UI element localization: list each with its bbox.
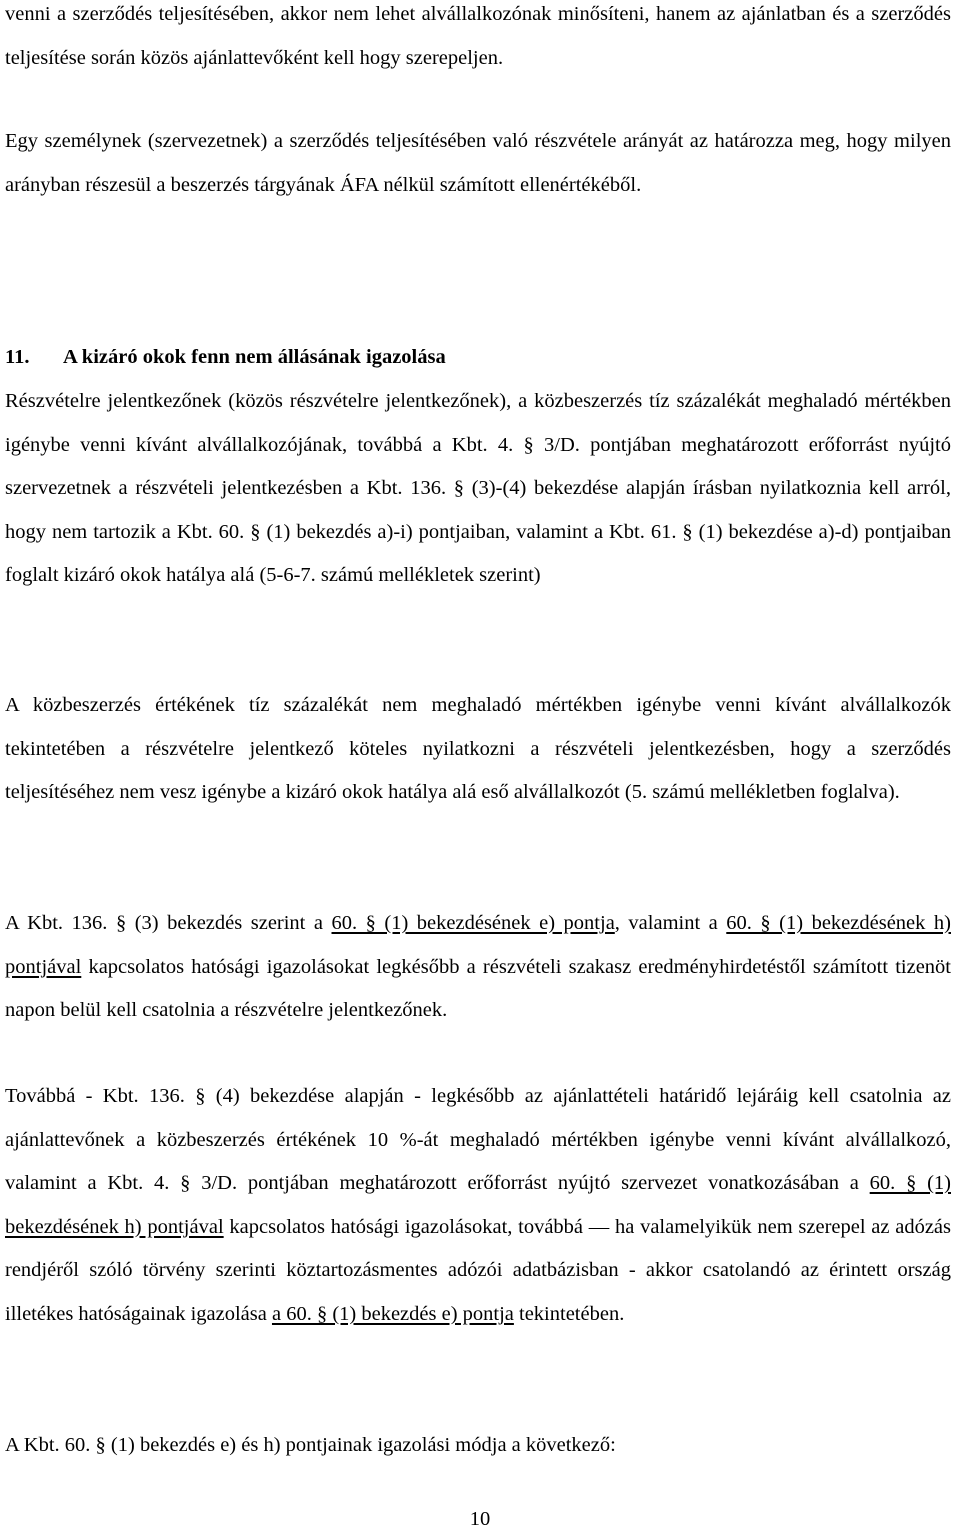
legal-reference: 60. § (1) bekezdésének e) pontja — [331, 912, 615, 934]
paragraph-declaration: Részvételre jelentkezőnek (közös részvételre jelentkezőnek), a közbeszerzés tíz százalékát meghaladó mértékben igénybe venni kívánt alvállalkozójának, továbbá a Kbt. 4. § 3/D. pontjában meghatározott erőforrást nyújtó szervezetnek a részvételi jelentkezésben a Kbt. 136. § (3)-(4) bekezdése alapján írásban nyilatkoznia kell arról, hogy nem tartozik a Kbt. 60. § (1) bekezdés a)-i) pontjaiban, valamint a Kbt. 61. § (1) bekezdése a)-d) pontjaiban foglalt kizáró okok hatálya alá (5-6-7. számú mellékletek szerint) — [5, 390, 951, 587]
paragraph-participation-ratio: Egy személynek (szervezetnek) a szerződés teljesítésében való részvétele arányát az határozza meg, hogy milyen arányban részesül a beszerzés tárgyának ÁFA nélkül számított ellenértékéből. — [5, 130, 951, 196]
section-heading — [5, 336, 951, 380]
text-fragment: kapcsolatos hatósági igazolásokat legkésőbb a részvételi szakasz eredményhirdetéstől számított tizenöt napon belül kell csatolnia a részvételre jelentkezőnek. — [5, 955, 951, 1022]
paragraph-verification-method: A Kbt. 60. § (1) bekezdés e) és h) pontjainak igazolási módja a következő: — [5, 1434, 616, 1456]
text-fragment: Továbbá - Kbt. 136. § (4) bekezdése alapján - legkésőbb az ajánlattételi határidő lejáráig kell csatolnia az ajánlattevőnek a közbeszerzés értékének 10 %-át meghaladó mértékben igénybe venni kívánt alvállalkozó, valamint a Kbt. 4. § 3/D. pontjában meghatározott erőforrást nyújtó szervezet vonatkozásában a — [5, 1085, 951, 1195]
legal-reference: a 60. § (1) bekezdés e) pontja — [271, 1302, 514, 1325]
legal-reference: 60. § (1) bekezdésének h) pontjával — [5, 1172, 951, 1238]
text-fragment: , valamint a — [614, 912, 727, 934]
paragraph-further-requirements — [5, 1075, 951, 1337]
paragraph-subcontractors: A közbeszerzés értékének tíz százalékát nem meghaladó mértékben igénybe venni kívánt alvállalkozók tekintetében a részvételre jelentkező köteles nyilatkozni a részvételi jelentkezésben, hogy a szerződés teljesítéséhez nem vesz igénybe a kizáró okok hatálya alá eső alvállalkozót (5. számú mellékletben foglalva). — [5, 694, 951, 804]
text-fragment: tekintetében. — [513, 1302, 625, 1325]
legal-reference: 60. § (1) bekezdésének h) pontjával — [5, 912, 951, 978]
section-number: 11. — [5, 346, 30, 368]
text-fragment: kapcsolatos hatósági igazolásokat, továbbá — ha valamelyikük nem szerepel az adózás rendjéről szóló törvény szerinti köztartozásmentes adózói adatbázisban - akkor csatolandó az érintett ország illetékes hatóságainak igazolása — [5, 1215, 951, 1325]
paragraph-authority-certificates — [5, 902, 951, 1033]
paragraph-continuation: venni a szerződés teljesítésében, akkor nem lehet alvállalkozónak minősíteni, hanem az ajánlatban és a szerződés teljesítése során közös ajánlattevőként kell hogy szerepeljen. — [5, 3, 951, 69]
text-fragment: A Kbt. 136. § (3) bekezdés szerint a — [5, 912, 332, 934]
section-title: A kizáró okok fenn nem állásának igazolása — [63, 346, 446, 368]
page-number: 10 — [469, 1508, 491, 1530]
